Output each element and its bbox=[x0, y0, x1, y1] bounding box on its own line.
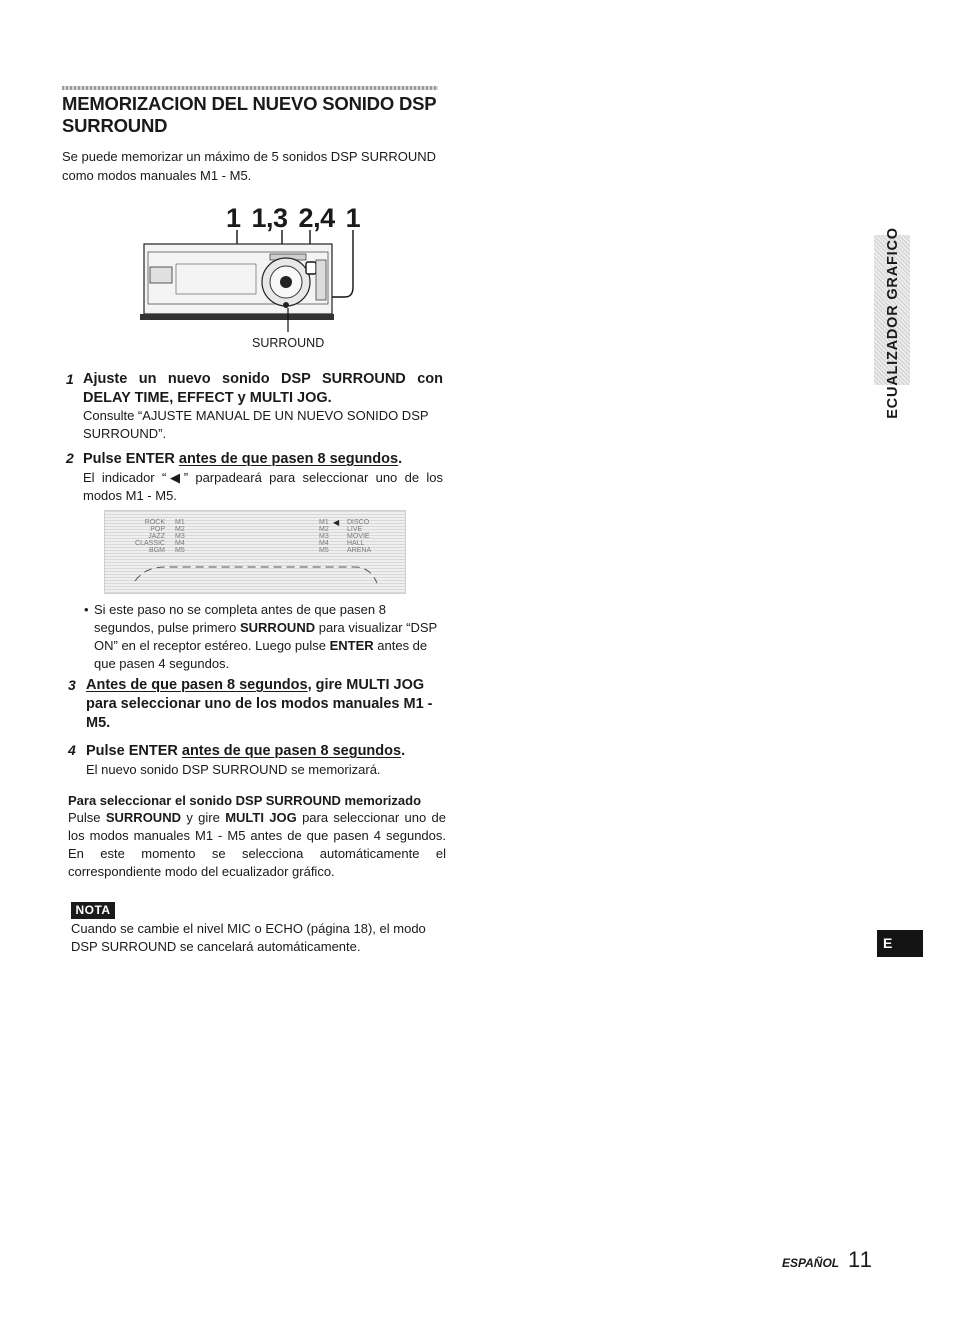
nota-badge: NOTA bbox=[71, 902, 115, 919]
display-memory: M3 bbox=[319, 533, 329, 540]
recall-body bbox=[68, 809, 446, 881]
display-memory: M5 bbox=[175, 547, 185, 554]
recall-bold: MULTI JOG bbox=[225, 810, 297, 825]
display-memory: M2 bbox=[175, 526, 185, 533]
bullet-text: antes de que pasen 4 segundos. bbox=[94, 638, 428, 671]
display-panel-illustration bbox=[104, 510, 406, 594]
bullet-text: Si este paso no se completa antes de que pasen 8 segundos, pulse primero bbox=[94, 602, 386, 635]
display-mode: HALL bbox=[347, 540, 365, 547]
bullet-note bbox=[84, 601, 446, 673]
recall-text: Pulse bbox=[68, 810, 106, 825]
step-4-heading bbox=[86, 742, 446, 761]
step-4-heading-text: Pulse ENTER bbox=[86, 743, 182, 759]
step-2-heading bbox=[83, 450, 443, 469]
step-1-heading: Ajuste un nuevo sonido DSP SURROUND con DELAY TIME, EFFECT y MULTI JOG. bbox=[83, 371, 443, 406]
blinking-indicator-icon: ◀ bbox=[333, 518, 340, 527]
display-mode: BGM bbox=[149, 547, 165, 554]
bullet-bold: ENTER bbox=[329, 638, 374, 653]
figure-callout-numbers: 1 1,3 2,4 1 bbox=[226, 203, 361, 233]
display-curve bbox=[105, 511, 405, 593]
step-2-heading-text: Pulse ENTER bbox=[83, 451, 179, 467]
step-2-heading-end: . bbox=[398, 451, 403, 467]
display-mode: MOVIE bbox=[347, 533, 370, 540]
recall-text: y gire bbox=[180, 810, 226, 825]
display-mode: ROCK bbox=[144, 519, 165, 526]
bullet-text: para visualizar “DSP ON” en el receptor estéreo. Luego pulse bbox=[94, 620, 437, 653]
step-4-heading-underlined: antes de que pasen 8 segundos bbox=[181, 743, 402, 759]
display-mode: LIVE bbox=[347, 526, 363, 533]
footer-language: ESPAÑOL bbox=[782, 1256, 840, 1270]
step-2-body: El indicador “◀” parpadeará para seleccionar uno de los modos M1 - M5. bbox=[83, 470, 443, 503]
section-title: MEMORIZACION DEL NUEVO SONIDO DSP SURROUND bbox=[62, 93, 437, 136]
display-memory: M3 bbox=[175, 533, 185, 540]
recall-bold: SURROUND bbox=[105, 810, 181, 825]
display-memory: M5 bbox=[319, 547, 329, 554]
display-memory: M2 bbox=[319, 526, 329, 533]
display-memory: M1 bbox=[175, 519, 185, 526]
display-memory: M4 bbox=[319, 540, 329, 547]
recall-heading: Para seleccionar el sonido DSP SURROUND memorizado bbox=[68, 793, 422, 808]
side-tab-label: ECUALIZADOR GRAFICO bbox=[885, 227, 901, 419]
display-memory: M4 bbox=[175, 540, 185, 547]
step-1-number: 1 bbox=[66, 371, 74, 387]
display-memory: M1 bbox=[319, 519, 329, 526]
display-mode: POP bbox=[150, 526, 165, 533]
stereo-receiver-illustration bbox=[140, 222, 365, 332]
surround-button-label: SURROUND bbox=[252, 336, 325, 350]
step-2-number: 2 bbox=[66, 450, 74, 466]
step-3-heading bbox=[86, 676, 446, 733]
step-3-heading-text: , gire MULTI JOG para seleccionar uno de los modos manuales M1 - M5. bbox=[86, 677, 433, 731]
step-2-heading-underlined: antes de que pasen 8 segundos bbox=[178, 451, 399, 467]
intro-paragraph: Se puede memorizar un máximo de 5 sonidos DSP SURROUND como modos manuales M1 - M5. bbox=[62, 149, 437, 183]
step-4-body: El nuevo sonido DSP SURROUND se memorizará. bbox=[86, 762, 381, 777]
step-3-heading-underlined: Antes de que pasen 8 segundos bbox=[86, 677, 308, 693]
step-4-number: 4 bbox=[68, 742, 76, 758]
step-4-heading-end: . bbox=[401, 743, 406, 759]
title-rule bbox=[62, 86, 438, 90]
step-1-body: Consulte “AJUSTE MANUAL DE UN NUEVO SONIDO DSP SURROUND”. bbox=[83, 408, 429, 441]
step-3-number: 3 bbox=[68, 677, 76, 693]
nota-body: Cuando se cambie el nivel MIC o ECHO (página 18), el modo DSP SURROUND se cancelará automáticamente. bbox=[71, 921, 426, 954]
display-mode: ARENA bbox=[347, 547, 372, 554]
display-mode: CLASSIC bbox=[135, 540, 165, 547]
recall-text: para seleccionar uno de los modos manuales M1 - M5 antes de que pasen 4 segundos. En este momento se selecciona automáticamente el correspondiente modo del ecualizador gráfico. bbox=[68, 810, 447, 879]
display-mode: JAZZ bbox=[148, 533, 165, 540]
page-number: 11 bbox=[848, 1247, 873, 1272]
display-mode: DISCO bbox=[347, 519, 370, 526]
bullet-icon: • bbox=[84, 602, 89, 617]
bullet-bold: SURROUND bbox=[239, 620, 316, 635]
language-badge: E bbox=[877, 930, 923, 957]
